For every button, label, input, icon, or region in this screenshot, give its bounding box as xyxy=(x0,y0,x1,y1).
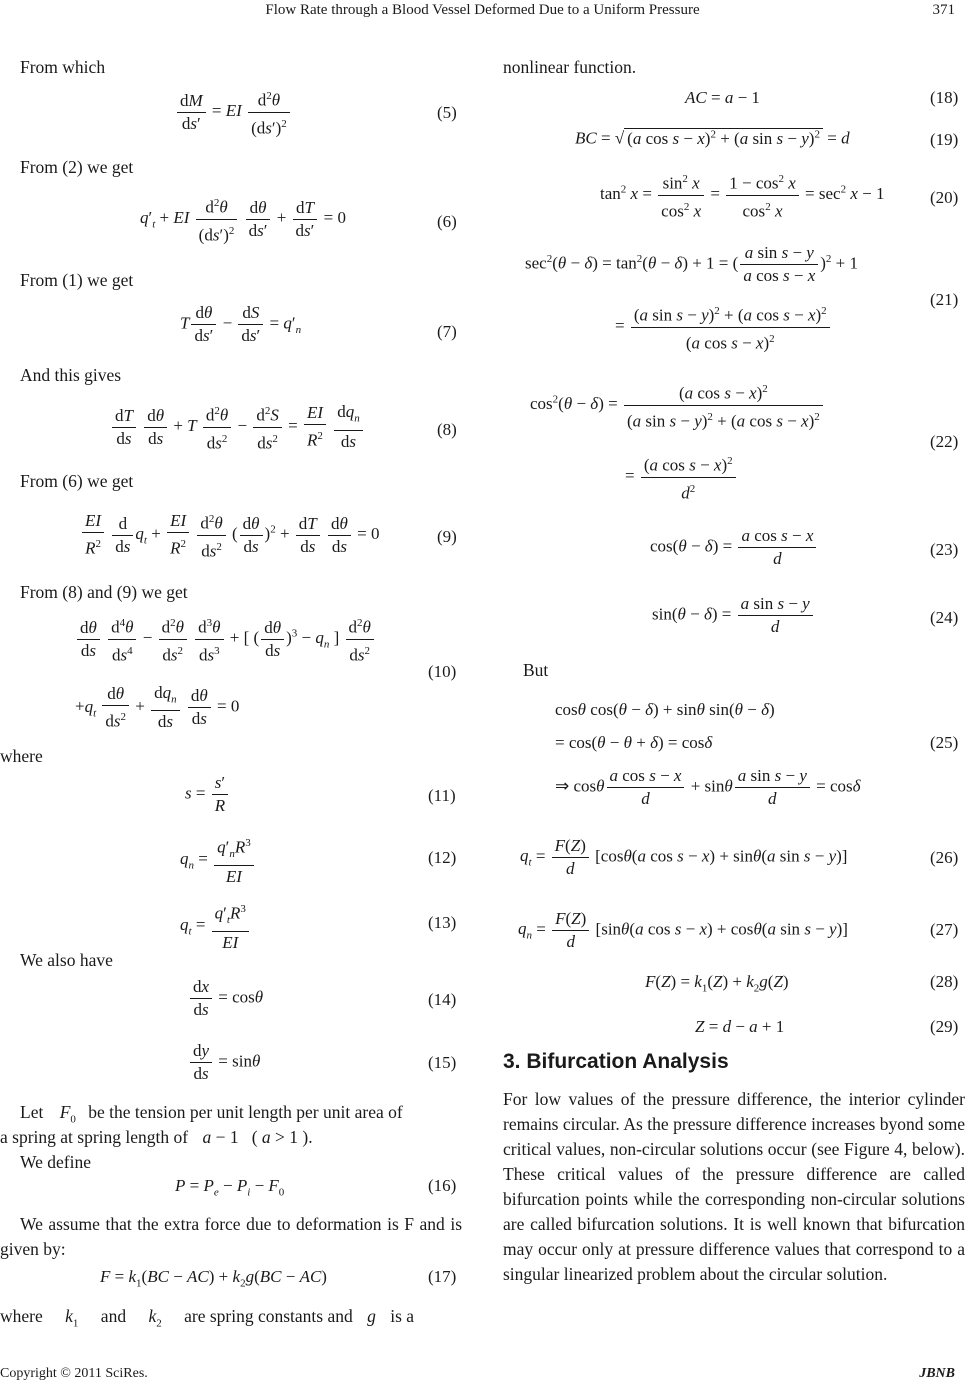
equation-12: $q_n$ = $\frac{q'_nR^3}{EI}$ xyxy=(180,832,256,888)
equation-24: sin(θ − δ) = $\frac{\text{a sin s − y}}{d}$ xyxy=(652,593,815,638)
bifurcation-paragraph: For low values of the pressure difference, the interior cylinder remains circular. As the pressure difference increases byond some critical values, non-circular solutions occur (see Figure 4, below). These critical values of the pressure difference are called bifurcation points while the corresponding non-circular solutions are called bifurcation solutions. It is well known that bifurcation may occur only at pressure difference values that correspond to a singular linearized problem about the circular solution. xyxy=(503,1089,965,1284)
footer-copyright: Copyright © 2011 SciRes. xyxy=(0,1366,148,1381)
equation-22-line1: $\cos^2(\theta - \delta)$ = $\frac{(a \cos s - x)^2}{(a \sin s - y)^2 + (a \cos s - x)^2}$ xyxy=(530,378,825,432)
equation-11: s = $\frac{s'}{R}$ xyxy=(185,772,230,817)
page-number: 371 xyxy=(932,2,955,18)
text-let: Let xyxy=(20,1102,44,1122)
eqnum-28: (28) xyxy=(930,972,959,991)
text-from-1: From (1) we get xyxy=(20,270,134,290)
equation-10-line2: $+q_t$ $\frac{d\theta}{ds^2}$ + $\frac{dq_n}{ds}$ $\frac{d\theta}{ds}$ = 0 xyxy=(75,683,240,732)
equation-19: BC = √ (a cos s − x)$^2$ + (a sin s − y)$^2$ = d xyxy=(575,128,850,148)
eqnum-21: (21) xyxy=(930,290,959,309)
text-where: where xyxy=(0,746,43,766)
equation-7: T $\frac{d\theta}{ds'}$ − $\frac{dS}{ds'}$ = $q'_n$ xyxy=(180,303,302,345)
equation-16: $P = P_e - P_i - F_0$ xyxy=(175,1176,285,1199)
equation-21-line2: = $\frac{(a \sin s - y)^2 + (a \cos s - x)^2}{(a \cos s - x)^2}$ xyxy=(615,300,832,354)
equation-9: $\frac{EI}{R^2}$ $\frac{d}{ds}$ $q_t$ + $\frac{EI}{R^2}$ $\frac{d^2\theta}{ds^2}$ ( $\frac{d\theta}{ds}$ )$^2$ + $\frac{dT}{ds}$ $\frac{d\theta}{ds}$ = 0 xyxy=(80,508,379,562)
equation-29: Z = d − a + 1 xyxy=(695,1017,785,1036)
text-where2: where xyxy=(0,1306,43,1326)
eqnum-7: (7) xyxy=(437,322,457,341)
eqnum-6: (6) xyxy=(437,212,457,231)
eqnum-23: (23) xyxy=(930,540,959,559)
text-from-6: From (6) we get xyxy=(20,471,134,491)
equation-27: $q_n$ = $\frac{F(Z)}{d}$ [sinθ(a cos s − x) + cosθ(a sin s − y)] xyxy=(518,909,848,951)
eqnum-19: (19) xyxy=(930,130,959,149)
equation-17: $F = k_1(BC - AC) + k_2g(BC - AC)$ xyxy=(100,1267,327,1290)
eqnum-14: (14) xyxy=(428,990,457,1009)
text-let-2: a spring at spring length of a − 1 ( a > 1 ). xyxy=(0,1127,313,1147)
text-and: and xyxy=(100,1306,127,1326)
eqnum-9: (9) xyxy=(437,527,457,546)
text-from-which: From which xyxy=(20,57,106,77)
equation-10-line1: $\frac{d\theta}{ds}$ $\frac{d^4\theta}{ds^4}$ − $\frac{d^2\theta}{ds^2}$ $\frac{d^3\theta}{ds^3}$ + [ ( $\frac{d\theta}{ds}$ )$^3 - q_n$ ] $\frac{d^2\theta}{ds^2}$ xyxy=(75,612,376,666)
equation-25-line2: = cos(θ − θ + δ) = cosδ xyxy=(555,733,713,752)
eqnum-10: (10) xyxy=(428,662,457,681)
eqnum-17: (17) xyxy=(428,1267,457,1286)
equation-5: $\frac{dM}{ds'}$ = EI $\frac{d^2\theta}{(ds')^2}$ xyxy=(175,85,292,139)
equation-22-line2: = $\frac{(a \cos s - x)^2}{d^2}$ xyxy=(625,450,738,504)
text-we-define: We define xyxy=(20,1152,91,1172)
equation-21-line1: $\sec^2(\theta - \delta) = \tan^2(\theta - \delta) + 1$ = ( $\frac{\text{a sin s − y}}{\text{a cos s − x}}$ )$^2$ + 1 xyxy=(525,243,859,285)
text-from-8-9: From (8) and (9) we get xyxy=(20,582,188,602)
eqnum-24: (24) xyxy=(930,608,959,627)
equation-25-line1: cosθ cos(θ − δ) + sinθ sin(θ − δ) xyxy=(555,700,775,719)
text-but: But xyxy=(523,660,549,680)
equation-25-line3: ⇒ cosθ $\frac{\text{a cos s − x}}{d}$ + sinθ $\frac{\text{a sin s − y}}{d}$ = cosδ xyxy=(555,766,861,808)
eqnum-29: (29) xyxy=(930,1017,959,1036)
eqnum-25: (25) xyxy=(930,733,959,752)
eqnum-26: (26) xyxy=(930,848,959,867)
equation-14: $\frac{dx}{ds}$ = cosθ xyxy=(188,976,263,1021)
equation-8: $\frac{dT}{ds}$ $\frac{d\theta}{ds}$ + T $\frac{d^2\theta}{ds^2}$ − $\frac{d^2S}{ds^2}$ = $\frac{EI}{R^2}$ $\frac{dq_n}{ds}$ xyxy=(110,400,365,454)
eqnum-15: (15) xyxy=(428,1053,457,1072)
text-is-a: is a xyxy=(390,1306,415,1326)
text-spring-consts: are spring constants and xyxy=(184,1306,353,1326)
eqnum-8: (8) xyxy=(437,420,457,439)
footer-journal: JBNB xyxy=(919,1366,955,1381)
equation-23: cos(θ − δ) = $\frac{\text{a cos s − x}}{d}$ xyxy=(650,525,818,570)
text-we-also: We also have xyxy=(20,950,113,970)
eqnum-20: (20) xyxy=(930,188,959,207)
equation-20: $\tan^2 x$ = $\frac{\sin^2 x}{\cos^2 x}$ = $\frac{1 - \cos^2 x}{\cos^2 x}$ = $\sec^2 x - 1$ xyxy=(600,168,884,222)
equation-6: $q'_t$ + EI $\frac{d^2\theta}{(ds')^2}$ $\frac{d\theta}{ds'}$ + $\frac{dT}{ds'}$ = 0 xyxy=(140,192,346,246)
equation-28: $F(Z) = k_1(Z) + k_2g(Z)$ xyxy=(645,972,789,995)
equation-18: AC = a − 1 xyxy=(685,88,760,107)
eqnum-5: (5) xyxy=(437,103,457,122)
eqnum-27: (27) xyxy=(930,920,959,939)
equation-13: $q_t$ = $\frac{q'_tR^3}{EI}$ xyxy=(180,898,251,954)
section-heading: 3. Bifurcation Analysis xyxy=(503,1050,729,1073)
running-header: Flow Rate through a Blood Vessel Deformed Due to a Uniform Pressure xyxy=(265,2,700,18)
text-from-2: From (2) we get xyxy=(20,157,134,177)
equation-15: $\frac{dy}{ds}$ = sinθ xyxy=(188,1040,260,1085)
text-nonlinear: nonlinear function. xyxy=(503,57,637,77)
text-let-1: Let $F_0$ be the tension per unit length per unit area of xyxy=(20,1102,403,1126)
equation-26: $q_t$ = $\frac{F(Z)}{d}$ [cosθ(a cos s − x) + sinθ(a sin s − y)] xyxy=(520,836,848,878)
eqnum-12: (12) xyxy=(428,848,457,867)
eqnum-18: (18) xyxy=(930,88,959,107)
eqnum-16: (16) xyxy=(428,1176,457,1195)
eqnum-13: (13) xyxy=(428,913,457,932)
text-this-gives: And this gives xyxy=(20,365,122,385)
text-tension: be the tension per unit length per unit area of xyxy=(88,1102,403,1122)
eqnum-11: (11) xyxy=(428,786,456,805)
eqnum-22: (22) xyxy=(930,432,959,451)
text-assume: We assume that the extra force due to deformation is F and is given by: xyxy=(0,1214,462,1259)
text-spring-length: a spring at spring length of xyxy=(0,1127,189,1147)
text-where-k: where $k_1$ and $k_2$ are spring constants and g is a xyxy=(0,1306,415,1330)
